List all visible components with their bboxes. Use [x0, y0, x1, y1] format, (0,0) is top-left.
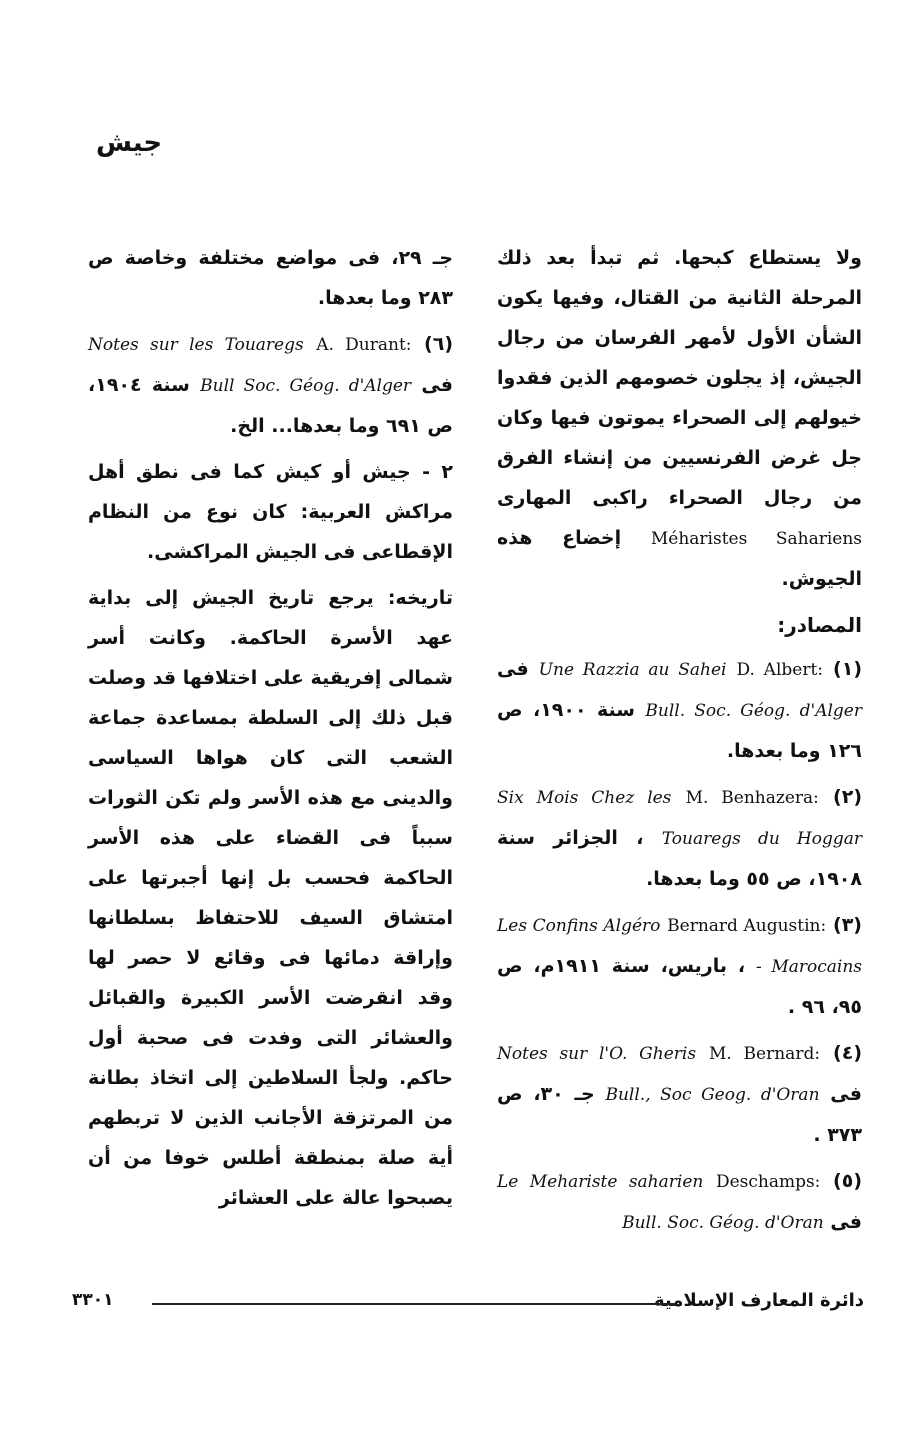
reference-1: [497, 649, 862, 771]
ref-author: A. Durant:: [316, 335, 412, 355]
ref-connector: فى: [830, 1211, 862, 1233]
ref-connector: فى: [421, 374, 453, 396]
ref-number: (٥): [833, 1170, 862, 1192]
ref-number: (٦): [424, 333, 454, 355]
sources-heading: المصادر:: [777, 613, 862, 637]
ref-journal: Bull. Soc. Géog. d'Oran: [622, 1213, 824, 1233]
reference-6: [88, 324, 453, 446]
ref-title: Six Mois Chez les Touaregs du Hoggar: [497, 788, 862, 849]
ref-title: Notes sur les Touaregs: [88, 335, 304, 355]
ref-journal: Bull., Soc Geog. d'Oran: [605, 1085, 820, 1105]
ref-journal: Bull. Soc. Géog. d'Alger: [645, 701, 862, 721]
ref-tail: سنة ١٩٠٤، ص ٦٩١ وما بعدها... الخ.: [88, 374, 453, 437]
page-number: ٣٣٠١: [72, 1290, 114, 1310]
history-paragraph: تاريخه: يرجع تاريخ الجيش إلى بداية عهد الأسرة الحاكمة. وكانت أسر شمالى إفريقية على اختلافها قد وصلت قبل ذلك إلى السلطة بمساعدة جماعة الشعب التى كان هواها السياسى والدينى مع هذه الأسر ولم تكن الثورات سبباً فى القضاء على هذه الأسر الحاكمة فحسب بل إنها أجبرتها على امتشاق السيف للاحتفاظ بسلطانها وإراقة دمائها فى وقائع لا حصر لها وقد انقرضت الأسر الكبيرة والقبائل والعشائر التى وفدت فى صحبة أول حاكم. ولجأ السلاطين إلى اتخاذ بطانة من المرتزقة الأجانب الذين لا تربطهم أية صلة بمنطقة أطلس خوفا من أن يصبحوا عالة على العشائر: [88, 587, 453, 1209]
page-footer: [72, 1290, 864, 1314]
ref-title: Notes sur l'O. Gheris: [497, 1044, 697, 1064]
paragraph-1-end: إخضاع هذه الجيوش.: [497, 527, 862, 590]
reference-5: [497, 1161, 862, 1243]
page-header-title: جيش: [96, 128, 163, 158]
section-2-paragraph: ٢ - جيش أو كيش كما فى نطق أهل مراكش العربية: كان نوع من النظام الإقطاعى فى الجيش المراكشى.: [88, 461, 453, 563]
ref-author: D. Albert:: [736, 660, 824, 680]
ref-number: (٢): [833, 786, 863, 808]
ref-connector: ،: [636, 827, 644, 849]
ref-author: Bernard Augustin:: [667, 916, 827, 936]
footer-rule: [152, 1303, 674, 1305]
left-column: [88, 238, 453, 1224]
ref-number: (٤): [833, 1042, 862, 1064]
ref-connector: فى: [830, 1083, 862, 1105]
continuation-text: جـ ٢٩، فى مواضع مختلفة وخاصة ص ٢٨٣ وما بعدها.: [88, 247, 453, 309]
paragraph-1-latin: Méharistes Sahariens: [650, 529, 863, 549]
ref-author: M. Benhazera:: [685, 788, 819, 808]
reference-2: [497, 777, 862, 899]
ref-connector: فى: [497, 658, 529, 680]
ref-journal: Bull Soc. Géog. d'Alger: [200, 376, 412, 396]
ref-number: (٣): [833, 914, 862, 936]
paragraph-1: [497, 238, 862, 599]
ref-tail: الجزائر سنة ١٩٠٨، ص ٥٥ وما بعدها.: [497, 827, 862, 890]
reference-3: [497, 905, 862, 1027]
ref-author: Deschamps:: [715, 1172, 821, 1192]
ref-author: M. Bernard:: [709, 1044, 821, 1064]
footer-title: دائرة المعارف الإسلامية: [653, 1290, 864, 1311]
reference-4: [497, 1033, 862, 1155]
ref-title: Une Razzia au Sahei: [538, 660, 727, 680]
ref-title: Les Confins Algéro - Marocains: [497, 916, 862, 977]
ref-tail: جـ ٣٠، ص ٣٧٣ .: [497, 1083, 862, 1146]
ref-tail: سنة ١٩٠٠، ص ١٢٦ وما بعدها.: [497, 699, 862, 762]
ref-title: Le Mehariste saharien: [497, 1172, 704, 1192]
ref-tail: باريس، سنة ١٩١١م، ص ٩٥، ٩٦ .: [497, 955, 862, 1018]
paragraph-1-text: ولا يستطاع كبحها. ثم تبدأ بعد ذلك المرحلة الثانية من القتال، وفيها يكون الشأن الأول لأمهر الفرسان من رجال الجيش، إذ يجلون خصومهم الذين فقدوا خيولهم إلى الصحراء يموتون فيها وكان جل غرض الفرنسيين من إنشاء الفرق من رجال الصحراء راكبى المهارى: [497, 247, 862, 509]
ref-number: (١): [833, 658, 862, 680]
right-column: [497, 238, 862, 1249]
ref-connector: ،: [737, 955, 746, 977]
